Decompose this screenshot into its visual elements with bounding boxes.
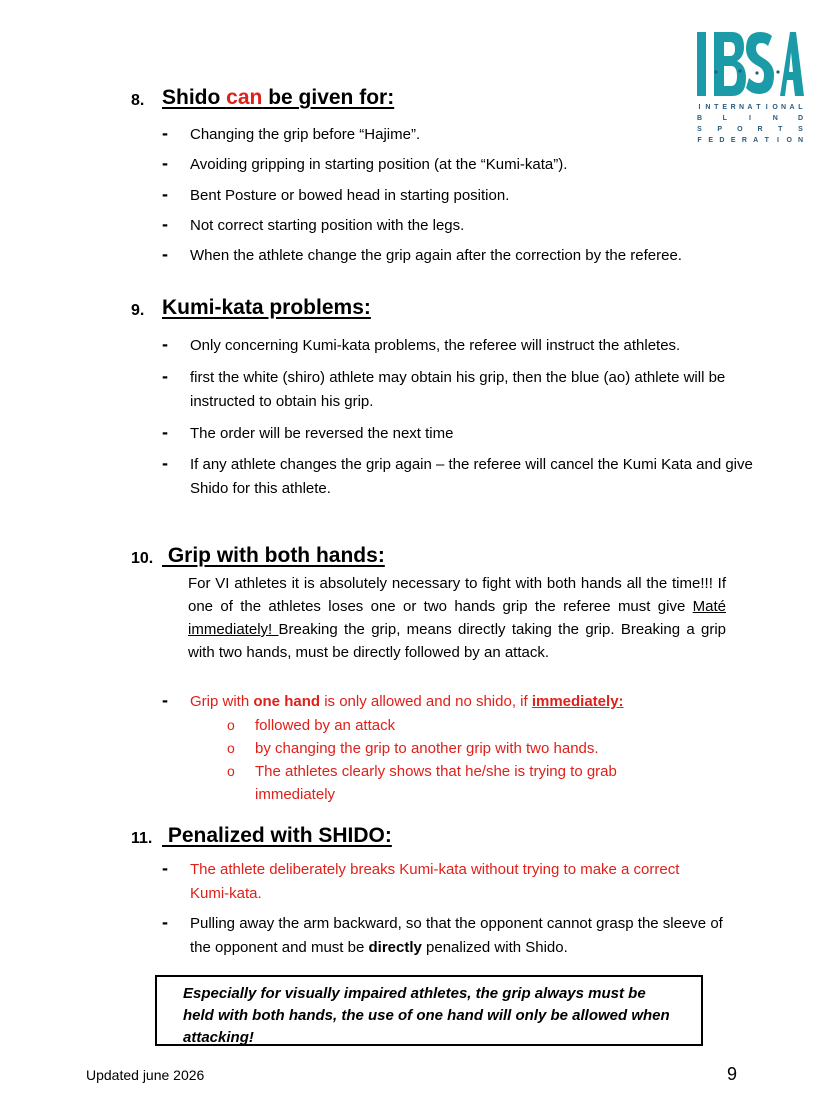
dash-bullet: - [162,366,168,386]
list-item-text: When the athlete change the grip again after the correction by the referee. [190,247,682,264]
footer-updated: Updated june 2026 [86,1067,205,1083]
section-8-title-start: Shido [162,86,227,109]
logo-letter: N [781,104,787,111]
sub-list-text: by changing the grip to another grip with two hands. [255,740,599,757]
list-item-text: Not correct starting position with the legs. [190,217,465,234]
dash-bullet: - [162,123,168,143]
logo-letter: T [778,126,783,133]
ibsa-logo-mark [694,30,804,98]
dash-bullet: - [162,912,168,932]
paragraph-text: For VI athletes it is absolutely necessary to fight with both hands all the time!!! If one of the athletes loses one or two hands grip the referee must give [188,575,726,615]
section-8-title [162,86,394,110]
circle-bullet-icon: o [227,763,235,779]
circle-bullet-icon: o [227,740,235,756]
logo-letter: L [722,115,727,122]
logo-letter: S [798,126,803,133]
list-item-text: Bent Posture or bowed head in starting position. [190,187,510,204]
section-9-number: 9. [131,302,145,319]
section-11-number: 11. [131,830,153,847]
section-10-title: Grip with both hands: [162,544,385,567]
paragraph-text-end: Breaking the grip, means directly taking the grip. Breaking a grip with two hands, must be directly followed by an attack. [188,621,727,661]
sub-list-text: followed by an attack [255,717,396,734]
logo-letter: E [730,137,736,144]
logo-letter: N [705,104,711,111]
logo-letter: A [747,104,753,111]
list-item-text: The order will be reversed the next time [190,425,454,442]
logo-letter: S [697,126,702,133]
dash-bullet: - [162,422,168,442]
logo-letter: N [772,115,778,122]
logo-letter: T [764,137,769,144]
list-item-text: If any athlete changes the grip again – the referee will cancel the Kumi Kata and give Shido for this athlete. [190,456,753,497]
section-8-number: 8. [131,92,145,109]
dash-bullet: - [162,334,168,354]
rule-text: Grip with [190,693,254,710]
page-number: 9 [727,1064,738,1084]
logo-letter: R [741,137,747,144]
sub-list-text: The athletes clearly shows that he/she is trying to grab immediately [255,763,617,803]
logo-letter: P [717,126,723,133]
list-item-text: Changing the grip before “Hajime”. [190,126,421,143]
logo-letter: R [730,104,736,111]
logo-letter: I [749,115,751,122]
section-10-paragraph [188,572,726,664]
logo-letter: B [696,115,703,122]
rule-bold: one hand [253,693,321,710]
logo-letter: L [798,104,803,111]
logo-letter: O [786,137,792,144]
logo-letter: N [739,104,745,111]
grip-rule-text [190,690,755,714]
item-text-end: penalized with Shido. [421,939,568,956]
section-10-number: 10. [131,550,154,567]
logo-letter: I [698,104,701,111]
logo-letter: A [753,137,759,144]
logo-letter: F [697,137,702,144]
rule-bold-underlined: immediately: [531,693,624,710]
circle-bullet-icon: o [227,717,235,733]
section-11-title: Penalized with SHIDO: [162,824,392,847]
rule-text-mid: is only allowed and no shido, if [320,693,532,710]
logo-letter: O [737,126,743,133]
note-box: Especially for visually impaired athletes, the grip always must be held with both hands, the use of one hand will only be allowed when attacking! [155,975,703,1046]
logo-letter: D [797,115,804,122]
list-item-text [190,912,730,960]
paragraph-underlined: Maté immediately! [188,598,726,638]
dash-bullet: - [162,244,168,264]
logo-letter: E [708,137,714,144]
item-text: Pulling away the arm backward, so that the opponent cannot grasp the sleeve of the opponent and must be [190,915,723,956]
item-bold: directly [368,939,422,956]
dash-bullet: - [162,690,168,710]
list-item-text: Avoiding gripping in starting position (at the “Kumi-kata”). [190,156,568,173]
logo-letter: T [714,104,719,111]
logo-letter: I [777,137,779,144]
list-item-text: Only concerning Kumi-kata problems, the referee will instruct the athletes. [190,337,681,354]
dash-bullet: - [162,184,168,204]
section-8-title-end: be given for: [262,86,395,109]
logo-letter: O [772,104,778,111]
list-item-text: first the white (shiro) athlete may obtain his grip, then the blue (ao) athlete will be instructed to obtain his grip. [190,369,726,410]
logo-letter: A [789,104,795,111]
logo-letter: I [765,104,768,111]
logo-letter: R [757,126,763,133]
logo-letter: E [722,104,728,111]
logo-letter: D [719,137,725,144]
dash-bullet: - [162,153,168,173]
logo-line-1 [696,104,804,113]
logo-letter: T [756,104,761,111]
logo-letter: N [797,137,803,144]
dash-bullet: - [162,453,168,473]
dash-bullet: - [162,214,168,234]
list-item-text: The athlete deliberately breaks Kumi-kata without trying to make a correct Kumi-kata. [190,861,680,902]
section-9-title: Kumi-kata problems: [162,296,371,319]
dash-bullet: - [162,858,168,878]
section-8-title-highlight: can [226,86,263,109]
